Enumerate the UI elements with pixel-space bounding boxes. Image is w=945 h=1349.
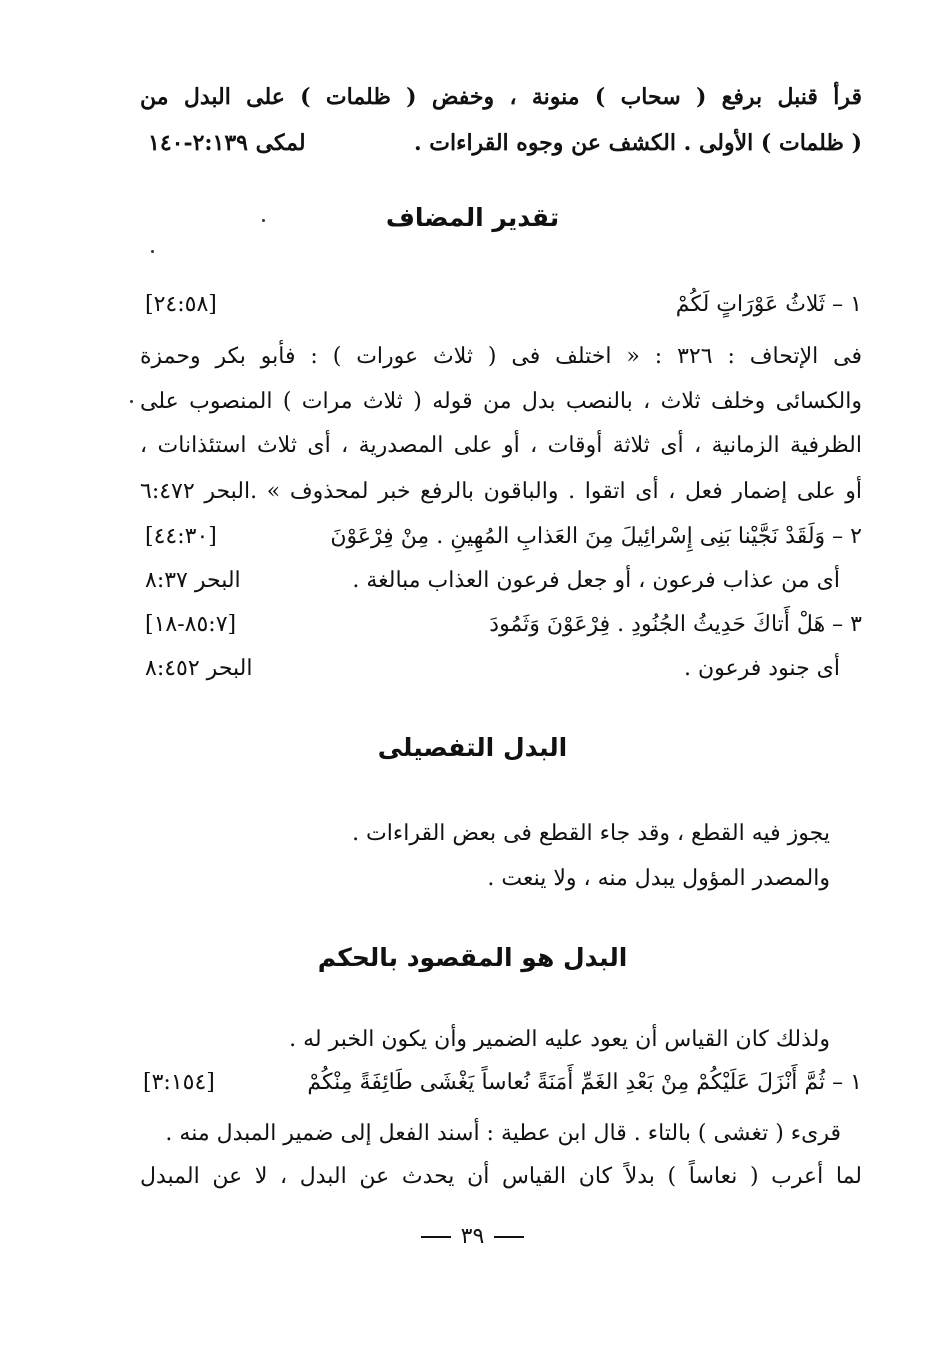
maqsud-paragraph-line-2: لما أعرب ( نعاساً ) بدلاً كان القياس أن يحدث عن البدل ، لا عن المبدل xyxy=(140,1164,862,1189)
tafsili-line-1: يجوز فيه القطع ، وقد جاء القطع فى بعض القراءات . xyxy=(352,821,830,846)
intro-line-2: ( ظلمات ) الأولى . الكشف عن وجوه القراءات . xyxy=(413,130,862,156)
verse-3-source: البحر ٨:٤٥٢ xyxy=(145,656,253,681)
intro-line-2-reference: لمكى ٢:١٣٩-١٤٠ xyxy=(148,130,306,156)
section-heading-taqdir-al-mudaf: تقدير المضاف xyxy=(385,203,560,232)
maqsud-intro-line: ولذلك كان القياس أن يعود عليه الضمير وأن يكون الخبر له . xyxy=(289,1027,830,1052)
verse-item-1: ١ – ثَلاثُ عَوْرَاتٍ لَكُمْ xyxy=(675,292,862,317)
ithaf-paragraph-line-1: فى الإتحاف : ٣٢٦ : « اختلف فى ( ثلاث عورات ) : فأبو بكر وحمزة xyxy=(140,344,862,369)
intro-line-1: قرأ قنبل برفع ( سحاب ) منونة ، وخفض ( ظلمات ) على البدل من xyxy=(140,84,862,110)
page-number xyxy=(0,1222,945,1252)
verse-3-commentary: أى جنود فرعون . xyxy=(683,656,840,681)
ithaf-paragraph-line-4: أو على إضمار فعل ، أى اتقوا . والباقون بالرفع خبر لمحذوف » .البحر ٦:٤٧٢ xyxy=(140,479,862,504)
ithaf-paragraph-line-2: والكسائى وخلف ثلاث ، بالنصب بدل من قوله ( ثلاث مرات ) المنصوب على xyxy=(140,389,862,414)
print-speck xyxy=(262,219,265,222)
page-number-value: ٣٩ xyxy=(460,1224,485,1249)
section-heading-badal-maqsud: البدل هو المقصود بالحكم xyxy=(317,943,628,972)
folio-dash-left xyxy=(421,1236,451,1238)
verse-item-4: ١ – ثُمَّ أَنْزَلَ عَلَيْكُمْ مِنْ بَعْدِ الغَمِّ أَمَنَةً نُعاساً يَغْشَى طَائِفَةً مِنْكُمْ xyxy=(307,1070,862,1095)
verse-2-source: البحر ٨:٣٧ xyxy=(145,568,241,593)
folio-dash-right xyxy=(494,1236,524,1238)
section-heading-badal-tafsili: البدل التفصيلى xyxy=(377,733,568,762)
verse-reference-1: [٢٤:٥٨] xyxy=(145,292,217,317)
verse-item-2: ٢ – وَلَقَدْ نَجَّيْنا بَنِى إِسْرائِيلَ مِنَ العَذابِ المُهِينِ . مِنْ فِرْعَوْنَ xyxy=(330,524,862,549)
verse-item-3: ٣ – هَلْ أَتاكَ حَدِيثُ الجُنُودِ . فِرْعَوْنَ وَثَمُودَ xyxy=(489,612,862,637)
print-speck xyxy=(130,400,133,403)
tafsili-line-2: والمصدر المؤول يبدل منه ، ولا ينعت . xyxy=(487,866,830,891)
verse-reference-4: [٣:١٥٤] xyxy=(143,1070,215,1095)
verse-reference-3: [٨٥:٧-١٨] xyxy=(145,612,237,637)
verse-2-commentary: أى من عذاب فرعون ، أو جعل فرعون العذاب مبالغة . xyxy=(352,568,840,593)
verse-reference-2: [٤٤:٣٠] xyxy=(145,524,217,549)
print-speck xyxy=(151,250,154,253)
maqsud-paragraph-line-1: قرىء ( تغشى ) بالتاء . قال ابن عطية : أسند الفعل إلى ضمير المبدل منه . xyxy=(165,1121,841,1146)
ithaf-paragraph-line-3: الظرفية الزمانية ، أى ثلاثة أوقات ، أو على المصدرية ، أى ثلاث استئذانات ، xyxy=(140,433,862,458)
